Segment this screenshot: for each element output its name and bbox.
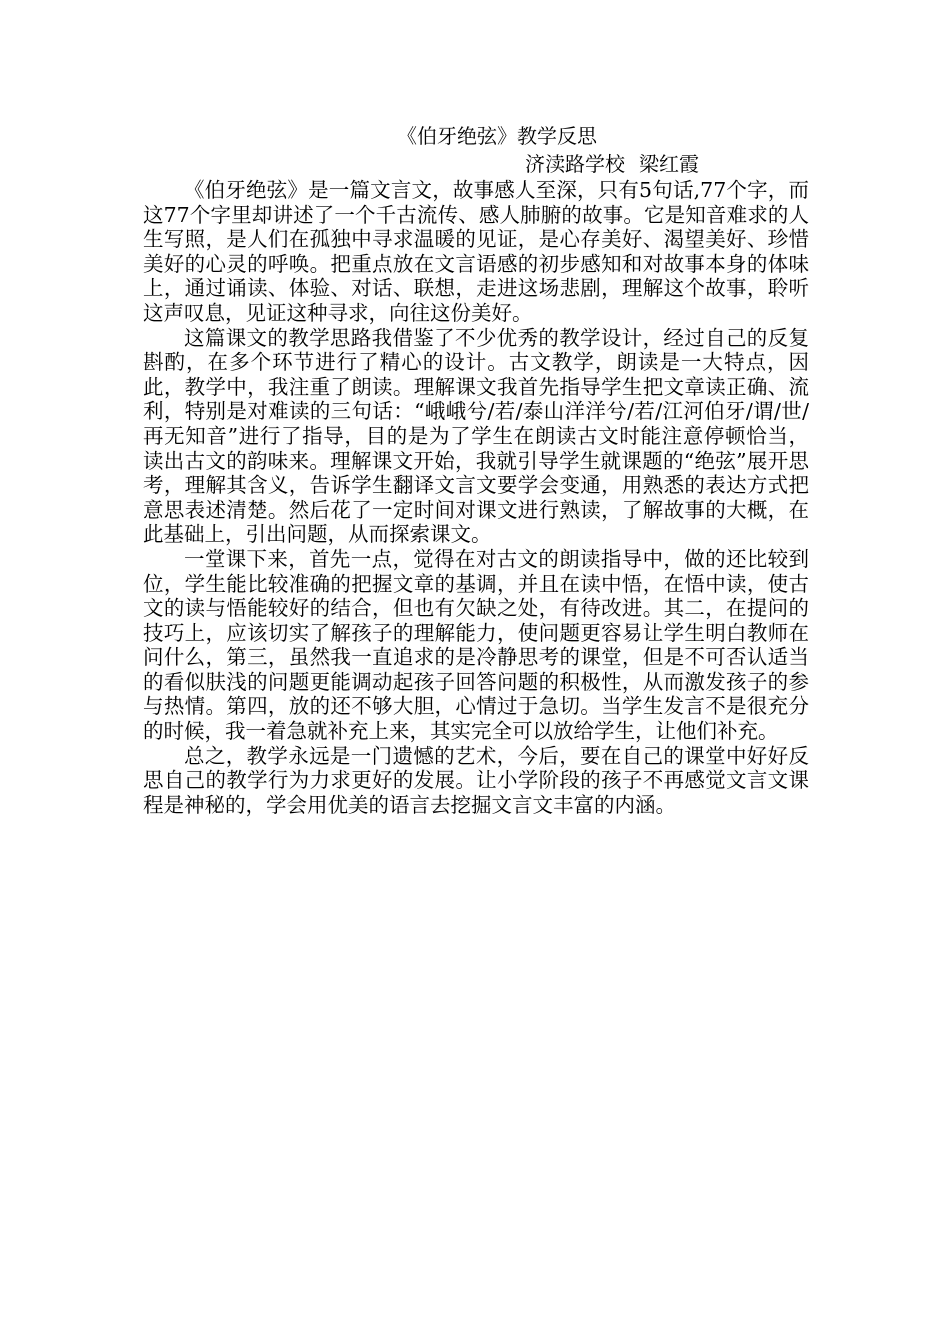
body-paragraph-1: 《伯牙绝弦》是一篇文言文，故事感人至深，只有5句话,77个字，而这77个字里却讲述了一个千古流传、感人肺腑的故事。它是知音难求的人生写照，是人们在孤独中寻求温暖的见证，是心存美好、渴望美好、珍惜美好的心灵的呼唤。把重点放在文言语感的初步感知和对故事本身的体味上，通过诵读、体验、对话、联想，走进这场悲剧，理解这个故事，聆听这声叹息，见证这种寻求，向往这份美好。 — [143, 178, 809, 325]
author-name: 梁红霞 — [639, 152, 699, 176]
body-paragraph-4: 总之，教学永远是一门遗憾的艺术，今后，要在自己的课堂中好好反思自己的教学行为力求更好的发展。让小学阶段的孩子不再感觉文言文课程是神秘的，学会用优美的语言去挖掘文言文丰富的内涵。 — [143, 743, 809, 817]
body-paragraph-3: 一堂课下来，首先一点，觉得在对古文的朗读指导中，做的还比较到位，学生能比较准确的把握文章的基调，并且在读中悟，在悟中读，使古文的读与悟能较好的结合，但也有欠缺之处，有待改进。其二，在提问的技巧上，应该切实了解孩子的理解能力，使问题更容易让学生明白教师在问什么，第三，虽然我一直追求的是冷静思考的课堂，但是不可否认适当的看似肤浅的问题更能调动起孩子回答问题的积极性，从而激发孩子的参与热情。第四，放的还不够大胆，心情过于急切。当学生发言不是很充分的时候，我一着急就补充上来，其实完全可以放给学生，让他们补充。 — [143, 546, 809, 744]
author-line — [143, 150, 809, 178]
body-paragraph-2: 这篇课文的教学思路我借鉴了不少优秀的教学设计，经过自己的反复斟酌，在多个环节进行了精心的设计。古文教学，朗读是一大特点，因此，教学中，我注重了朗读。理解课文我首先指导学生把文章读正确、流利，特别是对难读的三句话：“峨峨兮/若/泰山洋洋兮/若/江河伯牙/谓/世/再无知音”进行了指导，目的是为了学生在朗读古文时能注意停顿恰当，读出古文的韵味来。理解课文开始，我就引导学生就课题的“绝弦”展开思考，理解其含义，告诉学生翻译文言文要学会变通，用熟悉的表达方式把意思表述清楚。然后花了一定时间对课文进行熟读，了解故事的大概，在此基础上，引出问题，从而探索课文。 — [143, 325, 809, 547]
document-page — [143, 122, 809, 817]
document-title: 《伯牙绝弦》教学反思 — [397, 124, 597, 148]
school-name: 济渎路学校 — [525, 152, 625, 176]
